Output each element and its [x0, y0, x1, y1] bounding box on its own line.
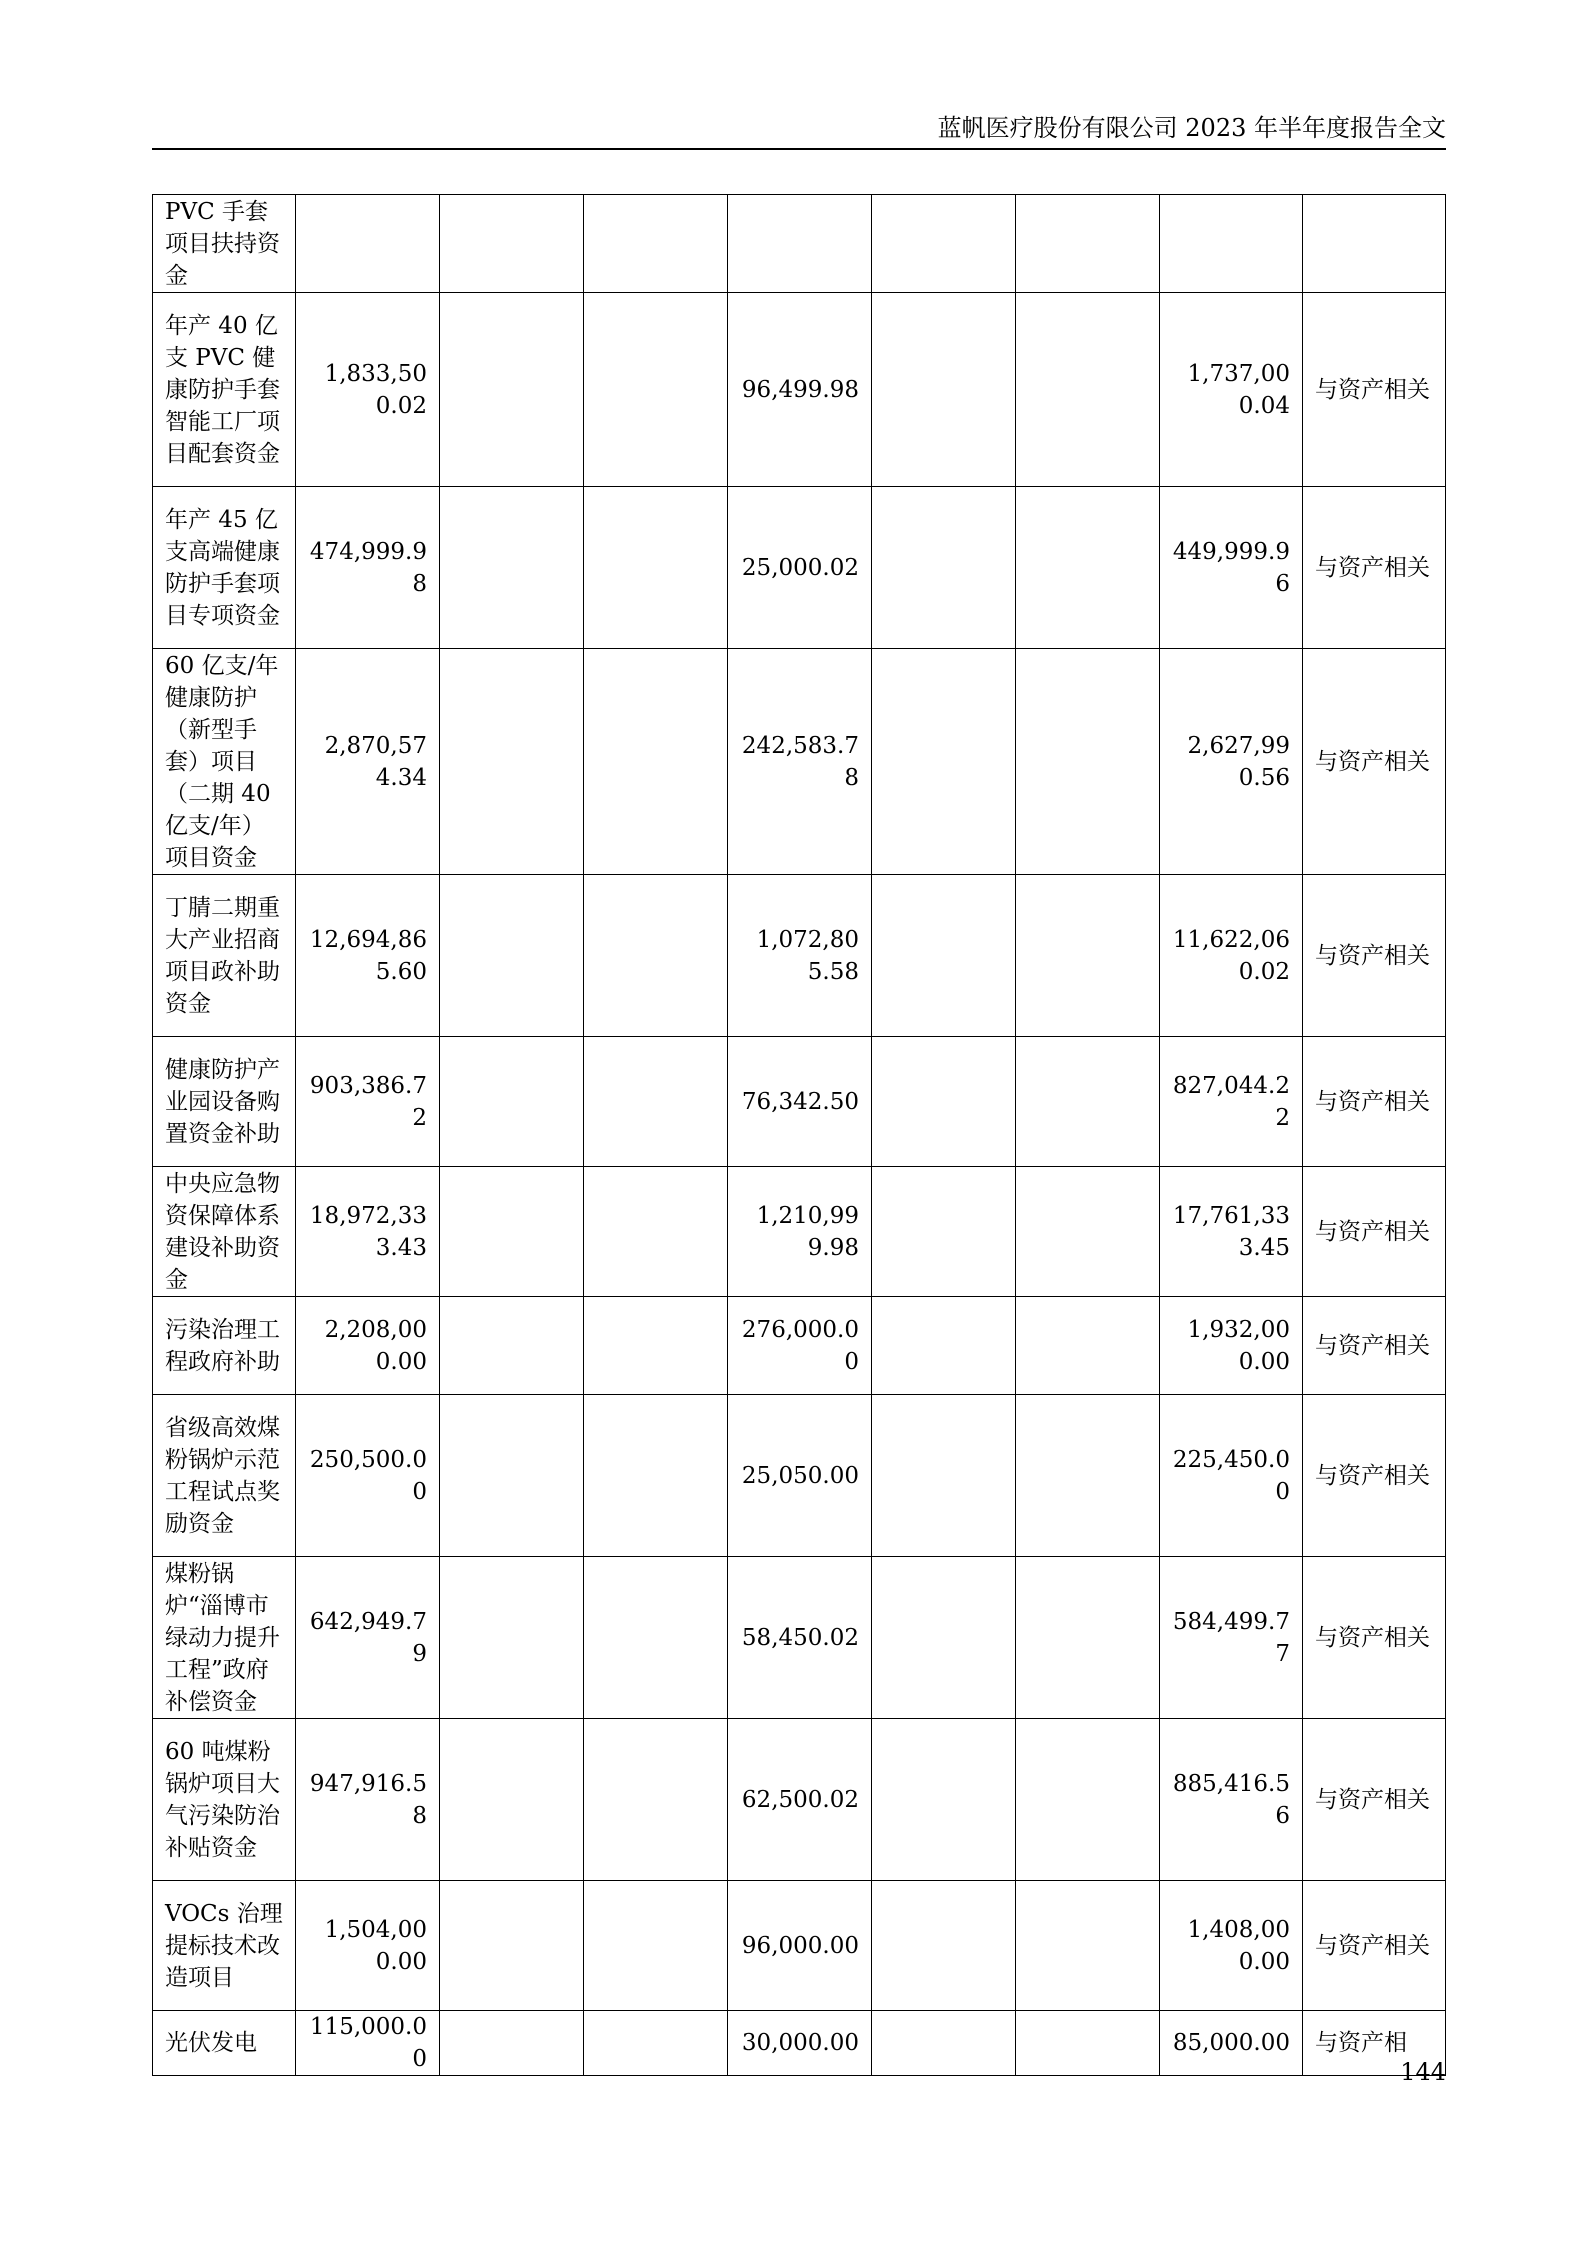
cell-other-change [1015, 1037, 1159, 1167]
cell-opening-balance: 115,000.00 [295, 2011, 439, 2076]
cell-asset-related: 与资产相关 [1302, 1037, 1445, 1167]
cell-amount-to-income: 25,050.00 [727, 1395, 871, 1557]
cell-closing-balance: 1,408,000.00 [1159, 1881, 1302, 2011]
cell-added-amount [439, 1297, 583, 1395]
cell-asset-related: 与资产相关 [1302, 1881, 1445, 2011]
cell-asset-related: 与资产相关 [1302, 1167, 1445, 1297]
cell-closing-balance: 2,627,990.56 [1159, 649, 1302, 875]
cell-empty [583, 1167, 727, 1297]
cell-empty [583, 1297, 727, 1395]
cell-added-amount [439, 1881, 583, 2011]
cell-opening-balance [295, 195, 439, 293]
cell-other-change [1015, 1297, 1159, 1395]
cell-closing-balance: 1,737,000.04 [1159, 293, 1302, 487]
cell-added-amount [439, 195, 583, 293]
cell-added-amount [439, 2011, 583, 2076]
cell-added-amount [439, 293, 583, 487]
cell-opening-balance: 903,386.72 [295, 1037, 439, 1167]
cell-empty [583, 1557, 727, 1719]
cell-project-name: 年产 45 亿支高端健康防护手套项目专项资金 [153, 487, 296, 649]
cell-empty [583, 1881, 727, 2011]
cell-other-income [871, 1881, 1015, 2011]
cell-other-income [871, 875, 1015, 1037]
cell-added-amount [439, 875, 583, 1037]
table-row [153, 875, 1446, 1037]
cell-amount-to-income: 276,000.00 [727, 1297, 871, 1395]
cell-amount-to-income: 1,072,805.58 [727, 875, 871, 1037]
cell-project-name: 省级高效煤粉锅炉示范工程试点奖励资金 [153, 1395, 296, 1557]
government-grants-table [152, 194, 1446, 2076]
cell-project-name: 60 亿支/年健康防护（新型手套）项目（二期 40 亿支/年）项目资金 [153, 649, 296, 875]
cell-asset-related: 与资产相关 [1302, 1297, 1445, 1395]
cell-opening-balance: 474,999.98 [295, 487, 439, 649]
cell-added-amount [439, 487, 583, 649]
cell-other-change [1015, 2011, 1159, 2076]
cell-project-name: 丁腈二期重大产业招商项目政补助资金 [153, 875, 296, 1037]
cell-closing-balance: 1,932,000.00 [1159, 1297, 1302, 1395]
cell-closing-balance: 225,450.00 [1159, 1395, 1302, 1557]
cell-other-income [871, 1719, 1015, 1881]
cell-other-income [871, 1557, 1015, 1719]
cell-other-income [871, 2011, 1015, 2076]
cell-project-name: 煤粉锅炉“淄博市绿动力提升工程”政府补偿资金 [153, 1557, 296, 1719]
cell-added-amount [439, 649, 583, 875]
cell-added-amount [439, 1167, 583, 1297]
cell-empty [583, 487, 727, 649]
cell-closing-balance: 584,499.77 [1159, 1557, 1302, 1719]
cell-other-change [1015, 1557, 1159, 1719]
table-row [153, 293, 1446, 487]
cell-empty [583, 649, 727, 875]
cell-other-change [1015, 487, 1159, 649]
cell-empty [583, 875, 727, 1037]
cell-opening-balance: 12,694,865.60 [295, 875, 439, 1037]
cell-opening-balance: 1,504,000.00 [295, 1881, 439, 2011]
cell-project-name: 年产 40 亿支 PVC 健康防护手套智能工厂项目配套资金 [153, 293, 296, 487]
cell-other-income [871, 1167, 1015, 1297]
cell-other-change [1015, 649, 1159, 875]
cell-added-amount [439, 1395, 583, 1557]
cell-other-income [871, 487, 1015, 649]
cell-closing-balance: 885,416.56 [1159, 1719, 1302, 1881]
cell-amount-to-income: 242,583.78 [727, 649, 871, 875]
cell-empty [583, 195, 727, 293]
page-number: 144 [1400, 2058, 1446, 2086]
cell-amount-to-income: 58,450.02 [727, 1557, 871, 1719]
cell-project-name: 中央应急物资保障体系建设补助资金 [153, 1167, 296, 1297]
cell-project-name: 光伏发电 [153, 2011, 296, 2076]
cell-asset-related: 与资产相关 [1302, 875, 1445, 1037]
cell-other-change [1015, 1167, 1159, 1297]
header-rule [152, 148, 1446, 150]
cell-amount-to-income: 96,000.00 [727, 1881, 871, 2011]
cell-amount-to-income: 1,210,999.98 [727, 1167, 871, 1297]
cell-closing-balance: 17,761,333.45 [1159, 1167, 1302, 1297]
cell-empty [583, 1719, 727, 1881]
cell-asset-related: 与资产相关 [1302, 1557, 1445, 1719]
cell-closing-balance: 85,000.00 [1159, 2011, 1302, 2076]
cell-opening-balance: 18,972,333.43 [295, 1167, 439, 1297]
cell-closing-balance: 11,622,060.02 [1159, 875, 1302, 1037]
cell-opening-balance: 642,949.79 [295, 1557, 439, 1719]
report-header-title: 蓝帆医疗股份有限公司 2023 年半年度报告全文 [937, 114, 1446, 142]
cell-added-amount [439, 1037, 583, 1167]
cell-asset-related: 与资产相关 [1302, 649, 1445, 875]
cell-closing-balance: 449,999.96 [1159, 487, 1302, 649]
cell-project-name: 60 吨煤粉锅炉项目大气污染防治补贴资金 [153, 1719, 296, 1881]
cell-added-amount [439, 1719, 583, 1881]
cell-asset-related [1302, 195, 1445, 293]
cell-other-change [1015, 293, 1159, 487]
cell-opening-balance: 250,500.00 [295, 1395, 439, 1557]
cell-asset-related: 与资产相 [1302, 2011, 1445, 2076]
cell-amount-to-income: 96,499.98 [727, 293, 871, 487]
table-row [153, 1395, 1446, 1557]
table-row [153, 1881, 1446, 2011]
table-row [153, 1167, 1446, 1297]
cell-empty [583, 293, 727, 487]
cell-other-income [871, 1297, 1015, 1395]
table-row [153, 1719, 1446, 1881]
cell-other-income [871, 1395, 1015, 1557]
cell-other-change [1015, 1395, 1159, 1557]
cell-asset-related: 与资产相关 [1302, 293, 1445, 487]
cell-amount-to-income: 25,000.02 [727, 487, 871, 649]
table-row [153, 1557, 1446, 1719]
cell-closing-balance [1159, 195, 1302, 293]
cell-project-name: PVC 手套项目扶持资金 [153, 195, 296, 293]
cell-opening-balance: 1,833,500.02 [295, 293, 439, 487]
cell-other-income [871, 293, 1015, 487]
cell-opening-balance: 947,916.58 [295, 1719, 439, 1881]
cell-added-amount [439, 1557, 583, 1719]
cell-asset-related: 与资产相关 [1302, 1395, 1445, 1557]
cell-other-income [871, 649, 1015, 875]
table-row [153, 1037, 1446, 1167]
cell-project-name: 健康防护产业园设备购置资金补助 [153, 1037, 296, 1167]
cell-closing-balance: 827,044.22 [1159, 1037, 1302, 1167]
cell-amount-to-income: 62,500.02 [727, 1719, 871, 1881]
cell-empty [583, 1037, 727, 1167]
cell-amount-to-income [727, 195, 871, 293]
cell-opening-balance: 2,870,574.34 [295, 649, 439, 875]
cell-other-change [1015, 1881, 1159, 2011]
cell-project-name: VOCs 治理提标技术改造项目 [153, 1881, 296, 2011]
cell-other-change [1015, 1719, 1159, 1881]
cell-other-change [1015, 195, 1159, 293]
cell-other-change [1015, 875, 1159, 1037]
table-row [153, 1297, 1446, 1395]
cell-opening-balance: 2,208,000.00 [295, 1297, 439, 1395]
table-row [153, 2011, 1446, 2076]
cell-asset-related: 与资产相关 [1302, 1719, 1445, 1881]
cell-asset-related: 与资产相关 [1302, 487, 1445, 649]
table-row [153, 487, 1446, 649]
cell-other-income [871, 1037, 1015, 1167]
table-row [153, 649, 1446, 875]
table-row [153, 195, 1446, 293]
cell-empty [583, 2011, 727, 2076]
cell-empty [583, 1395, 727, 1557]
cell-amount-to-income: 30,000.00 [727, 2011, 871, 2076]
cell-other-income [871, 195, 1015, 293]
cell-amount-to-income: 76,342.50 [727, 1037, 871, 1167]
cell-project-name: 污染治理工程政府补助 [153, 1297, 296, 1395]
